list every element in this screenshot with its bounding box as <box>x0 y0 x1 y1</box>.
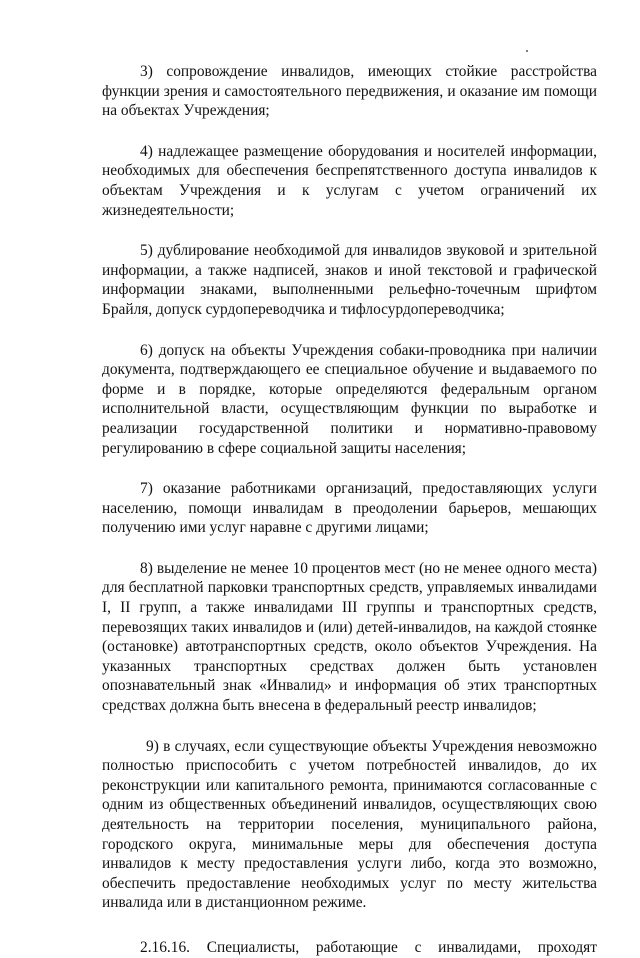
section-word: с <box>414 938 422 956</box>
paragraph-9: 9) в случаях, если существующие объекты Учреждения невозможно полностью приспособить с учетом потребностей инвалидов, до их реконструкции или капитального ремонта, принимаются согласованные с одним из общественных объединений инвалидов, осуществляющих свою деятельность на территории поселения, муниципального района, городского округа, минимальные меры для обеспечения доступа инвалидов к месту предоставления услуги либо, когда это возможно, обеспечить предоставление необходимых услуг по месту жительства инвалида или в дистанционном режиме. <box>102 737 597 912</box>
paragraph-7: 7) оказание работниками организаций, предоставляющих услуги населению, помощи инвалидам в преодолении барьеров, мешающих получению ими услуг наравне с другими лицами; <box>102 480 597 537</box>
paragraph-8: 8) выделение не менее 10 процентов мест (но не менее одного места) для бесплатной парковки транспортных средств, управляемых инвалидами I, II групп, а также инвалидами III группы и транспортных средств, перевозящих таких инвалидов и (или) детей-инвалидов, на каждой стоянке (остановке) автотранспортных средств, около объектов Учреждения. На указанных транспортных средствах должен быть установлен опознавательный знак «Инвалид» и информация об этих транспортных средствах должна быть внесена в федеральный реестр инвалидов; <box>102 559 597 715</box>
section-2-16-16-start <box>102 934 597 958</box>
document-body <box>102 62 597 958</box>
section-word: Специалисты, <box>206 938 300 956</box>
section-word: проходят <box>537 938 597 956</box>
paragraph-5: 5) дублирование необходимой для инвалидов звуковой и зрительной информации, а также надписей, знаков и иной текстовой и графической информации знаками, выполненными рельефно-точечным шрифтом Брайля, допуск сурдопереводчика и тифлосурдопереводчика; <box>102 242 597 318</box>
paragraph-3: 3) сопровождение инвалидов, имеющих стойкие расстройства функции зрения и самостоятельного передвижения, и оказание им помощи на объектах Учреждения; <box>102 63 597 120</box>
paragraph-6: 6) допуск на объекты Учреждения собаки-проводника при наличии документа, подтверждающего ее специальное обучение и выдаваемого по форме и в порядке, которые определяются федеральным органом исполнительной власти, осуществляющим функции по выработке и реализации государственной политики и нормативно-правовому регулированию в сфере социальной защиты населения; <box>102 341 597 457</box>
scan-dot <box>526 50 528 52</box>
section-word: работающие <box>315 938 398 956</box>
paragraph-4: 4) надлежащее размещение оборудования и носителей информации, необходимых для обеспечения беспрепятственного доступа инвалидов к объектам Учреждения и к услугам с учетом ограничений их жизнедеятельности; <box>102 142 597 219</box>
section-number: 2.16.16. <box>140 938 191 956</box>
section-word: инвалидами, <box>438 938 522 956</box>
